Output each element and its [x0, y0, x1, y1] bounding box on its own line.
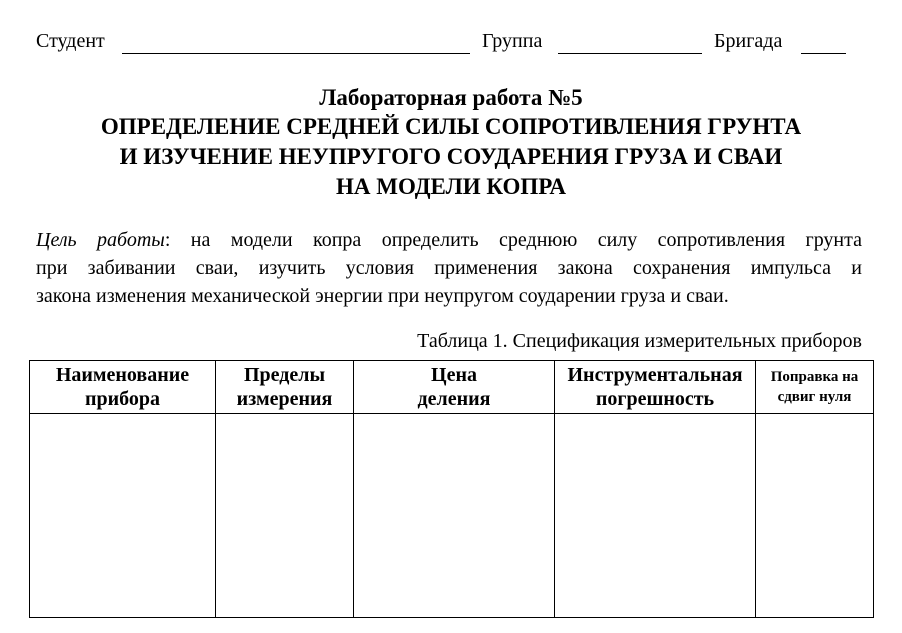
column-header-zero-offset-correction: Поправка на сдвиг нуля: [756, 361, 874, 414]
student-name-blank[interactable]: [122, 53, 470, 54]
table-header-row: [30, 361, 874, 414]
goal-text-3: закона изменения механической энергии при неупругом соударении груза и сваи.: [36, 285, 729, 307]
student-label: Студент: [36, 30, 105, 52]
lab-title: Лабораторная работа №5: [319, 85, 583, 110]
topic-title-line-2: И ИЗУЧЕНИЕ НЕУПРУГОГО СОУДАРЕНИЯ ГРУЗА И СВАИ: [119, 144, 783, 169]
topic-title-line-3: НА МОДЕЛИ КОПРА: [336, 174, 566, 199]
table-cell-measurement-limits[interactable]: [216, 414, 354, 618]
column-header-instrumental-error: Инструментальная погрешность: [555, 361, 756, 414]
goal-label: Цель работы: [36, 229, 165, 251]
table-cell-device-name[interactable]: [30, 414, 216, 618]
column-header-device-name: Наименование прибора: [30, 361, 216, 414]
table-caption: Таблица 1. Спецификация измерительных приборов: [417, 330, 862, 352]
topic-title-line-1: ОПРЕДЕЛЕНИЕ СРЕДНЕЙ СИЛЫ СОПРОТИВЛЕНИЯ ГРУНТА: [100, 114, 802, 139]
table-cell-instrumental-error[interactable]: [555, 414, 756, 618]
group-label: Группа: [482, 30, 543, 52]
goal-text-2: при забивании сваи, изучить условия применения закона сохранения импульса и: [36, 257, 862, 279]
brigade-label: Бригада: [714, 30, 783, 52]
column-header-measurement-limits: Пределы измерения: [216, 361, 354, 414]
table-cell-division-value[interactable]: [354, 414, 555, 618]
goal-paragraph: [36, 226, 862, 310]
group-blank[interactable]: [558, 53, 702, 54]
student-info-line: [36, 30, 866, 56]
instrument-spec-table: [29, 360, 874, 618]
table-row: [30, 414, 874, 618]
column-header-division-value: Цена деления: [354, 361, 555, 414]
table-cell-zero-offset-correction[interactable]: [756, 414, 874, 618]
brigade-blank[interactable]: [801, 53, 846, 54]
goal-text-1: : на модели копра определить среднюю силу сопротивления грунта: [164, 229, 862, 251]
